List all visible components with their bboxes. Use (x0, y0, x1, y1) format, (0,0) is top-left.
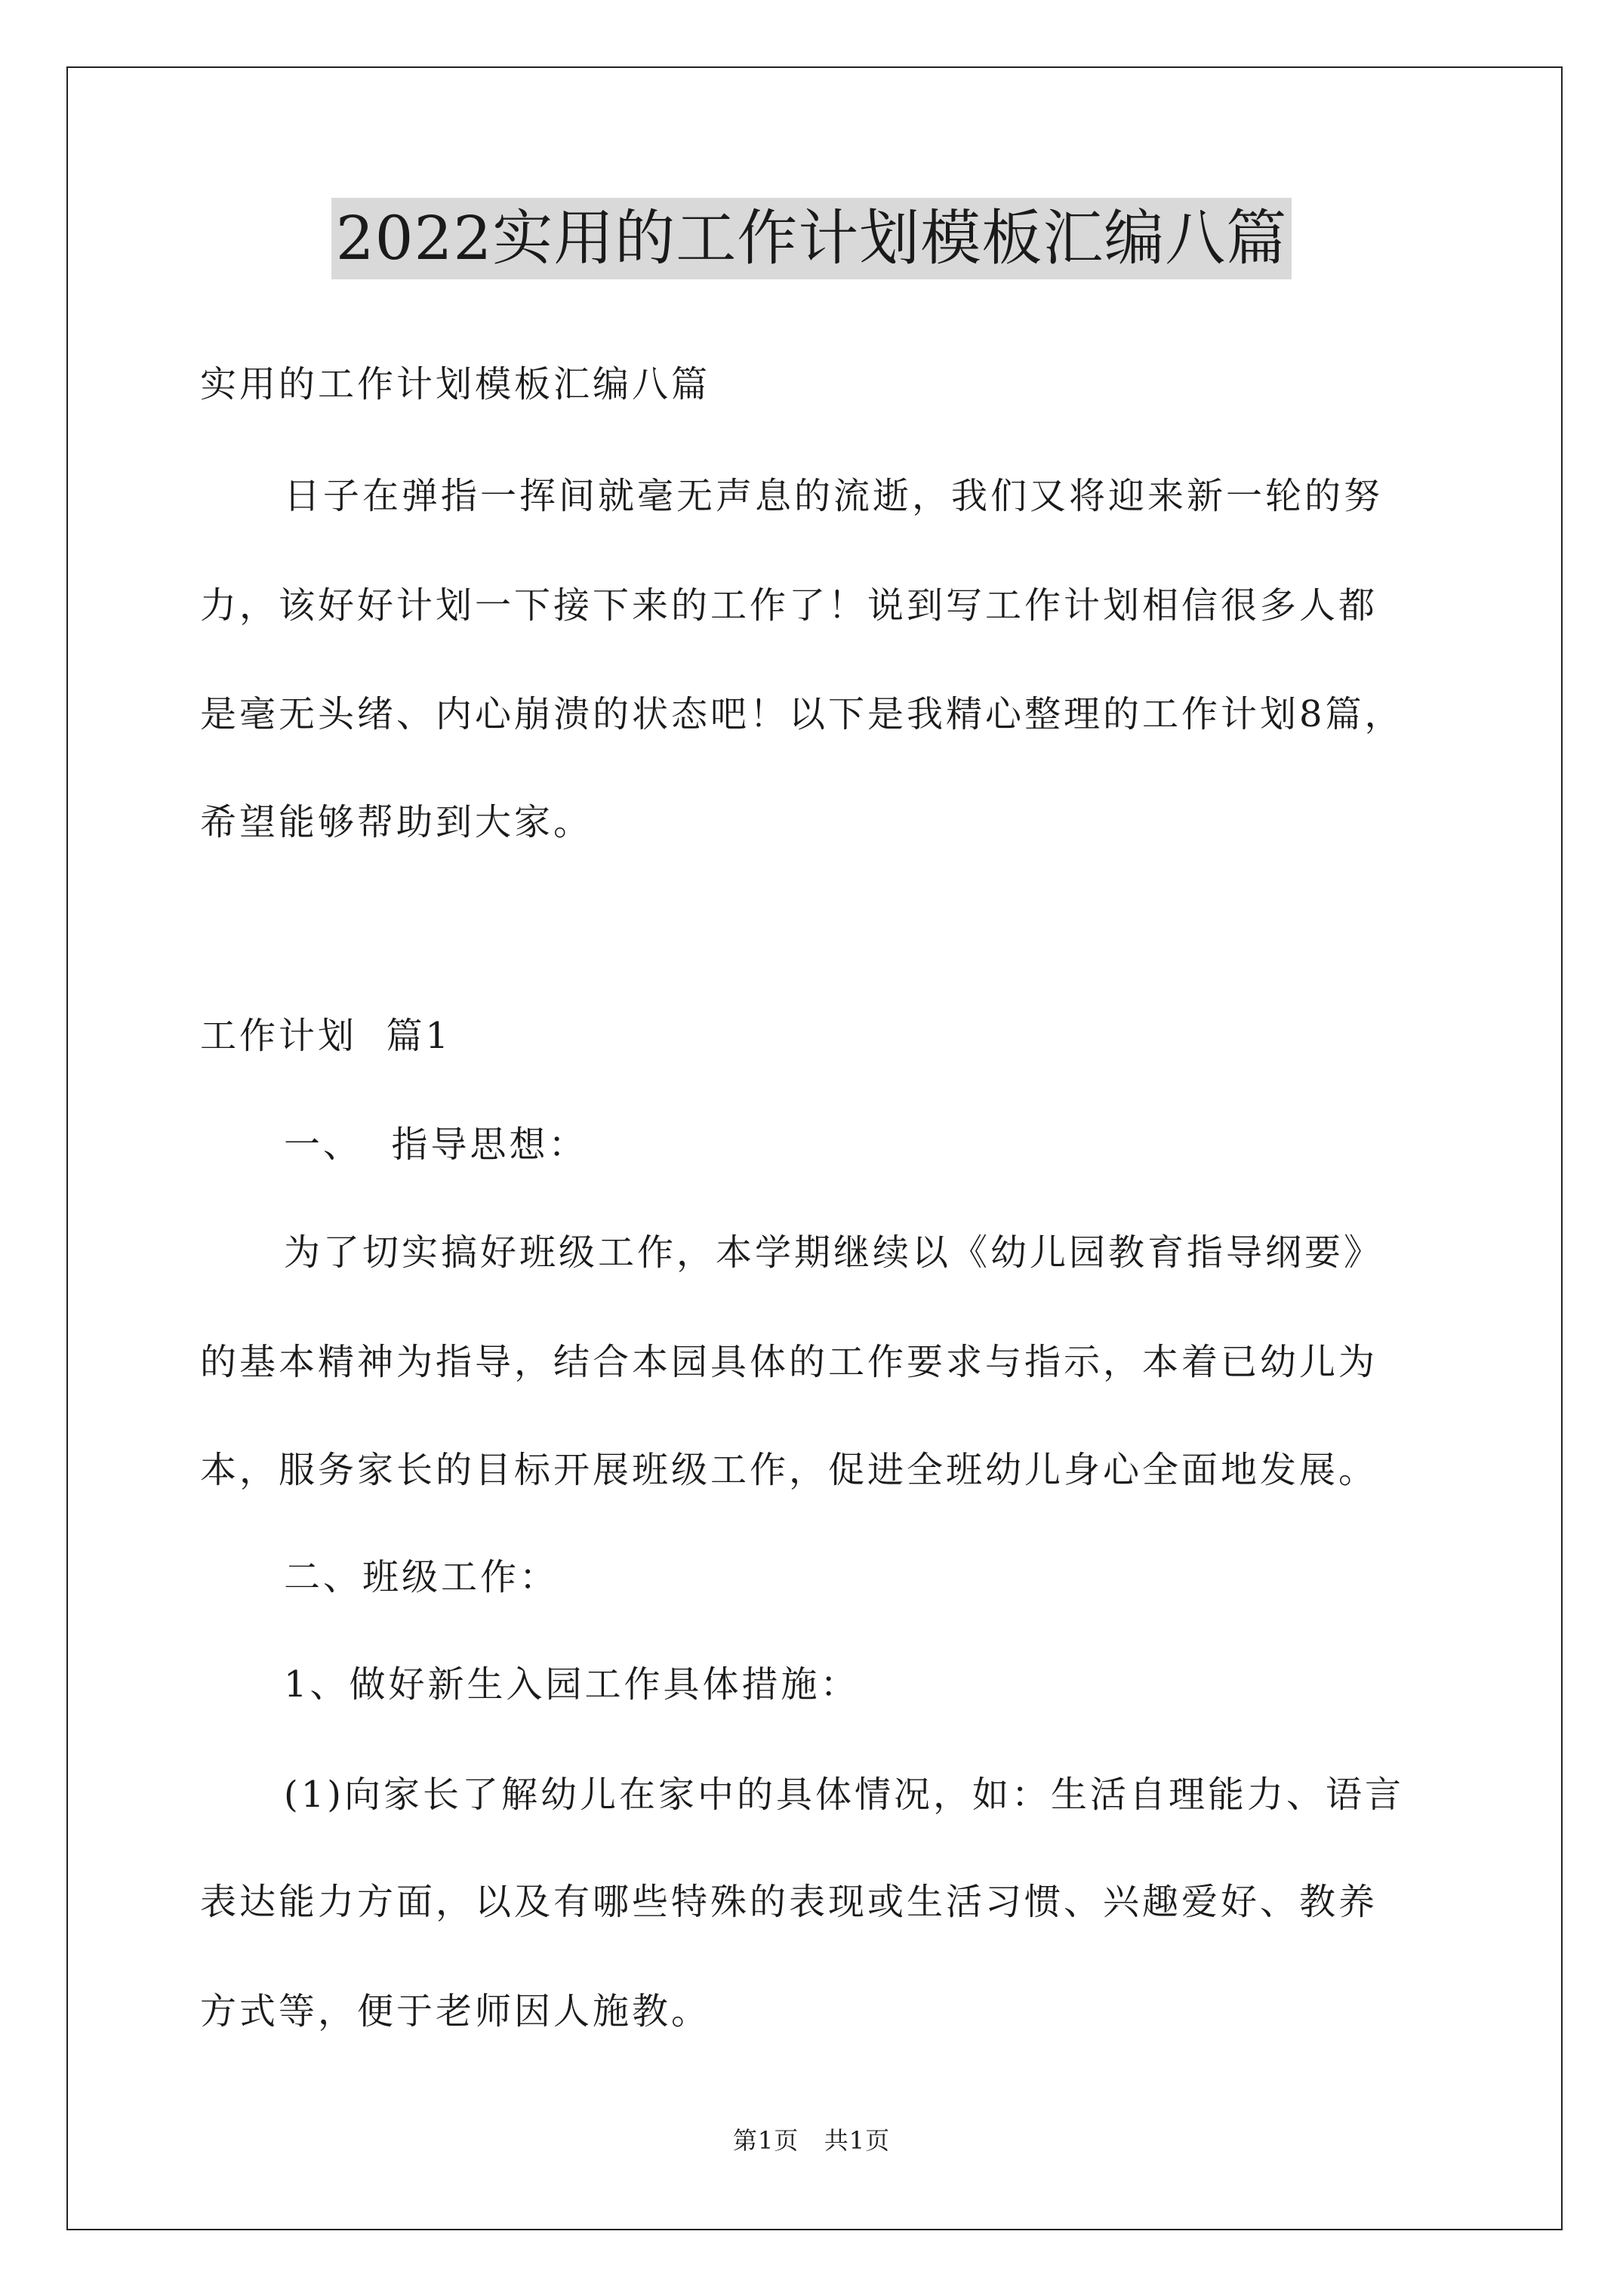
part1-line-2: 的基本精神为指导，结合本园具体的工作要求与指示，本着已幼儿为 (200, 1341, 1378, 1383)
document-title: 2022实用的工作计划模板汇编八篇 (331, 198, 1292, 279)
part1-line-3: 本，服务家长的目标开展班级工作，促进全班幼儿身心全面地发展。 (200, 1449, 1378, 1491)
title-container (0, 198, 1623, 279)
part2-heading: 二、班级工作： (284, 1556, 559, 1598)
part1-line-1: 为了切实搞好班级工作，本学期继续以《幼儿园教育指导纲要》 (284, 1231, 1384, 1274)
item1-line-2: 表达能力方面，以及有哪些特殊的表现或生活习惯、兴趣爱好、教养 (200, 1881, 1378, 1923)
intro-line-2: 力，该好好计划一下接下来的工作了！说到写工作计划相信很多人都 (200, 584, 1378, 627)
part1-heading: 一、 指导思想： (284, 1123, 588, 1166)
item1-heading: 1、做好新生入园工作具体措施： (284, 1663, 860, 1706)
item1-line-1: (1)向家长了解幼儿在家中的具体情况，如：生活自理能力、语言 (284, 1774, 1404, 1816)
document-subtitle: 实用的工作计划模板汇编八篇 (200, 363, 711, 405)
item1-line-3: 方式等，便于老师因人施教。 (200, 1990, 711, 2032)
intro-line-3: 是毫无头绪、内心崩溃的状态吧！以下是我精心整理的工作计划8篇， (200, 693, 1404, 735)
section-heading: 工作计划 篇1 (200, 1015, 452, 1057)
intro-line-1: 日子在弹指一挥间就毫无声息的流逝，我们又将迎来新一轮的努 (284, 475, 1384, 517)
page-footer: 第1页 共1页 (732, 2126, 891, 2155)
intro-line-4: 希望能够帮助到大家。 (200, 801, 593, 843)
